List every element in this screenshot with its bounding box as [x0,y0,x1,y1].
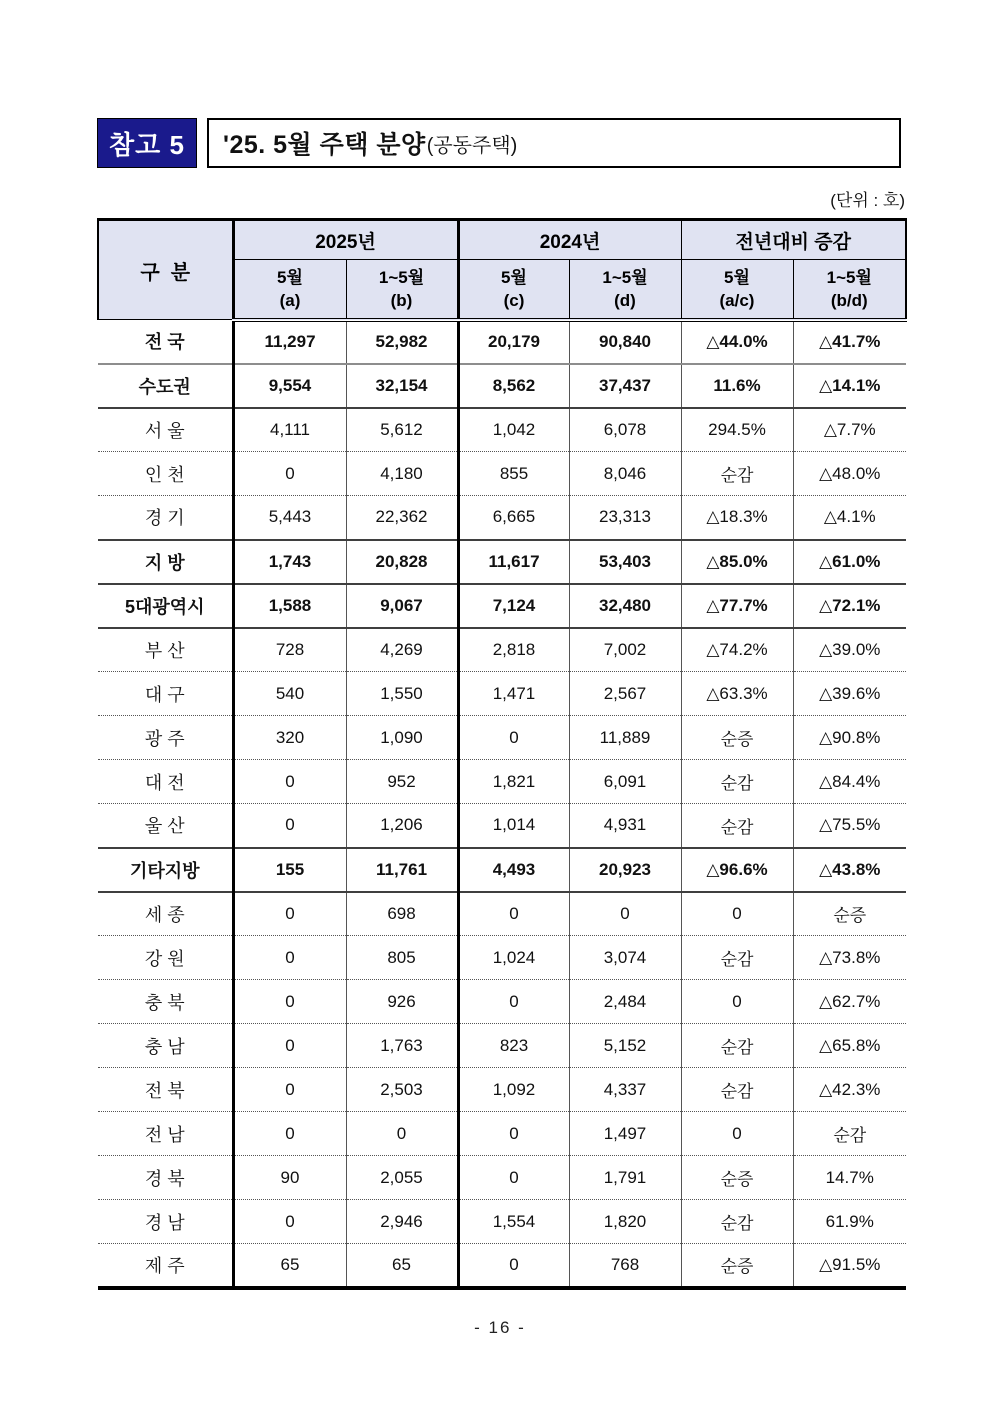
cell-value: 11,617 [458,540,569,584]
header-col-a: 5월 (a) [233,260,346,320]
cell-value: △65.8% [793,1024,906,1068]
cell-value: 순감 [681,804,793,848]
row-label: 대 전 [98,760,233,804]
cell-value: 9,554 [233,364,346,408]
cell-value: △42.3% [793,1068,906,1112]
table-row [98,1068,906,1112]
cell-value: 0 [569,892,681,936]
cell-value: △14.1% [793,364,906,408]
row-label: 기타지방 [98,848,233,892]
cell-value: 1,820 [569,1200,681,1244]
data-table [97,218,907,1290]
header-col-c: 5월 (c) [458,260,569,320]
cell-value: 0 [458,1112,569,1156]
table-row [98,628,906,672]
cell-value: 1,471 [458,672,569,716]
cell-value: 1,092 [458,1068,569,1112]
cell-value: 1,554 [458,1200,569,1244]
cell-value: 8,046 [569,452,681,496]
cell-value: 0 [233,1024,346,1068]
cell-value: 20,923 [569,848,681,892]
row-label: 전 국 [98,320,233,364]
row-label: 경 북 [98,1156,233,1200]
table-header [98,220,906,320]
cell-value: 698 [346,892,458,936]
row-label: 광 주 [98,716,233,760]
cell-value: 53,403 [569,540,681,584]
cell-value: 6,091 [569,760,681,804]
cell-value: 1,042 [458,408,569,452]
cell-value: 23,313 [569,496,681,540]
row-label: 부 산 [98,628,233,672]
row-label: 세 종 [98,892,233,936]
header-col-bd: 1~5월 (b/d) [793,260,906,320]
cell-value: 32,480 [569,584,681,628]
cell-value: 20,179 [458,320,569,364]
cell-value: 1,090 [346,716,458,760]
cell-value: 4,493 [458,848,569,892]
row-label: 인 천 [98,452,233,496]
row-label: 충 남 [98,1024,233,1068]
table-row [98,364,906,408]
cell-value: △39.0% [793,628,906,672]
cell-value: 1,763 [346,1024,458,1068]
cell-value: 0 [458,892,569,936]
cell-value: 0 [233,892,346,936]
cell-value: 2,818 [458,628,569,672]
cell-value: 2,946 [346,1200,458,1244]
table-row [98,848,906,892]
cell-value: △84.4% [793,760,906,804]
cell-value: 155 [233,848,346,892]
cell-value: △4.1% [793,496,906,540]
cell-value: 805 [346,936,458,980]
cell-value: 4,180 [346,452,458,496]
cell-value: 3,074 [569,936,681,980]
cell-value: 728 [233,628,346,672]
cell-value: 540 [233,672,346,716]
header-year-2025: 2025년 [233,220,458,260]
cell-value: 순감 [681,1200,793,1244]
cell-value: 22,362 [346,496,458,540]
cell-value: 순감 [681,760,793,804]
cell-value: 952 [346,760,458,804]
cell-value: 11,761 [346,848,458,892]
header-group-row [98,220,906,260]
table-row [98,408,906,452]
cell-value: 926 [346,980,458,1024]
cell-value: △96.6% [681,848,793,892]
cell-value: 순감 [681,1024,793,1068]
cell-value: 823 [458,1024,569,1068]
cell-value: 1,497 [569,1112,681,1156]
cell-value: 0 [458,716,569,760]
cell-value: 2,055 [346,1156,458,1200]
table-row [98,584,906,628]
cell-value: △72.1% [793,584,906,628]
cell-value: 2,567 [569,672,681,716]
header-col-ac: 5월 (a/c) [681,260,793,320]
table-row [98,1112,906,1156]
cell-value: 1,821 [458,760,569,804]
cell-value: 순감 [681,1068,793,1112]
cell-value: △74.2% [681,628,793,672]
cell-value: 90 [233,1156,346,1200]
cell-value: 0 [458,1244,569,1288]
cell-value: 768 [569,1244,681,1288]
cell-value: 65 [346,1244,458,1288]
cell-value: 52,982 [346,320,458,364]
cell-value: 5,152 [569,1024,681,1068]
header-col-d: 1~5월 (d) [569,260,681,320]
page-number: - 16 - [474,1318,526,1337]
header-category: 구 분 [98,220,233,320]
cell-value: 1,743 [233,540,346,584]
title-box [207,118,901,168]
row-label: 경 기 [98,496,233,540]
table-row [98,1024,906,1068]
row-label: 5대광역시 [98,584,233,628]
cell-value: △44.0% [681,320,793,364]
cell-value: △91.5% [793,1244,906,1288]
table-row [98,1200,906,1244]
cell-value: 90,840 [569,320,681,364]
cell-value: 1,024 [458,936,569,980]
table-row [98,716,906,760]
cell-value: △62.7% [793,980,906,1024]
row-label: 서 울 [98,408,233,452]
cell-value: △7.7% [793,408,906,452]
cell-value: 순증 [681,1244,793,1288]
cell-value: 855 [458,452,569,496]
cell-value: 1,550 [346,672,458,716]
cell-value: 0 [233,1068,346,1112]
row-label: 지 방 [98,540,233,584]
header-col-b: 1~5월 (b) [346,260,458,320]
cell-value: 11,297 [233,320,346,364]
table-row [98,760,906,804]
cell-value: 5,443 [233,496,346,540]
row-label: 대 구 [98,672,233,716]
cell-value: 1,588 [233,584,346,628]
cell-value: 5,612 [346,408,458,452]
header-yoy-change: 전년대비 증감 [681,220,906,260]
cell-value: 294.5% [681,408,793,452]
cell-value: 320 [233,716,346,760]
cell-value: 0 [233,1200,346,1244]
row-label: 수도권 [98,364,233,408]
cell-value: 0 [233,936,346,980]
page-title-suffix: (공동주택) [426,134,518,157]
unit-note: (단위 : 호) [830,191,905,210]
cell-value: 7,124 [458,584,569,628]
cell-value: 2,503 [346,1068,458,1112]
table-row [98,452,906,496]
table-row [98,672,906,716]
cell-value: 14.7% [793,1156,906,1200]
cell-value: △77.7% [681,584,793,628]
cell-value: △73.8% [793,936,906,980]
table-row [98,540,906,584]
cell-value: 0 [681,980,793,1024]
cell-value: 2,484 [569,980,681,1024]
table-row [98,936,906,980]
cell-value: 7,002 [569,628,681,672]
cell-value: 32,154 [346,364,458,408]
cell-value: 0 [458,1156,569,1200]
table-row [98,804,906,848]
cell-value: 순감 [681,452,793,496]
cell-value: 0 [233,452,346,496]
cell-value: 0 [681,1112,793,1156]
cell-value: △48.0% [793,452,906,496]
cell-value: 4,269 [346,628,458,672]
table-row [98,1156,906,1200]
cell-value: 11,889 [569,716,681,760]
row-label: 경 남 [98,1200,233,1244]
header-year-2024: 2024년 [458,220,681,260]
cell-value: 0 [458,980,569,1024]
cell-value: 11.6% [681,364,793,408]
table-row [98,892,906,936]
cell-value: △18.3% [681,496,793,540]
cell-value: 1,014 [458,804,569,848]
cell-value: △43.8% [793,848,906,892]
cell-value: △39.6% [793,672,906,716]
cell-value: 순증 [681,1156,793,1200]
cell-value: 0 [233,760,346,804]
row-label: 전 남 [98,1112,233,1156]
row-label: 충 북 [98,980,233,1024]
cell-value: 65 [233,1244,346,1288]
cell-value: 순증 [793,892,906,936]
table-row [98,980,906,1024]
row-label: 강 원 [98,936,233,980]
cell-value: 0 [233,1112,346,1156]
cell-value: 4,931 [569,804,681,848]
row-label: 울 산 [98,804,233,848]
cell-value: 1,791 [569,1156,681,1200]
cell-value: △85.0% [681,540,793,584]
cell-value: 4,337 [569,1068,681,1112]
table-row [98,496,906,540]
table-body [98,320,906,1288]
cell-value: 9,067 [346,584,458,628]
cell-value: 20,828 [346,540,458,584]
cell-value: △61.0% [793,540,906,584]
cell-value: △75.5% [793,804,906,848]
cell-value: 0 [346,1112,458,1156]
row-label: 전 북 [98,1068,233,1112]
cell-value: 0 [233,804,346,848]
cell-value: △90.8% [793,716,906,760]
cell-value: 순감 [793,1112,906,1156]
cell-value: △63.3% [681,672,793,716]
cell-value: 6,665 [458,496,569,540]
cell-value: 순증 [681,716,793,760]
cell-value: 37,437 [569,364,681,408]
cell-value: 8,562 [458,364,569,408]
cell-value: 6,078 [569,408,681,452]
cell-value: 4,111 [233,408,346,452]
cell-value: 순감 [681,936,793,980]
page-title: '25. 5월 주택 분양 [223,131,426,159]
row-label: 제 주 [98,1244,233,1288]
cell-value: △41.7% [793,320,906,364]
reference-badge: 참고 5 [97,118,197,168]
cell-value: 0 [233,980,346,1024]
table-row [98,320,906,364]
cell-value: 0 [681,892,793,936]
cell-value: 61.9% [793,1200,906,1244]
cell-value: 1,206 [346,804,458,848]
table-row [98,1244,906,1288]
